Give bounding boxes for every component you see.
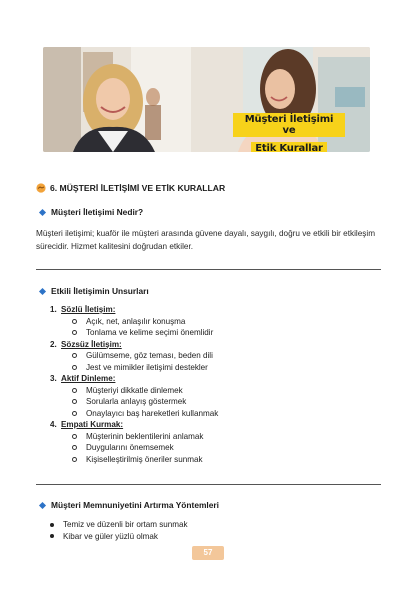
hero-caption xyxy=(233,113,345,152)
circle-bullet-icon xyxy=(72,399,77,404)
handshake-icon xyxy=(36,183,46,193)
circle-bullet-icon xyxy=(72,457,77,462)
circle-bullet-icon xyxy=(72,353,77,358)
circle-bullet-icon xyxy=(72,388,77,393)
satisfaction-list xyxy=(50,519,188,542)
chapter-heading xyxy=(36,183,225,193)
hero-caption-line2: Etik Kurallar xyxy=(251,142,326,152)
list-item: Temiz ve düzenli bir ortam sunmak xyxy=(50,519,188,531)
circle-bullet-icon xyxy=(72,319,77,324)
hero-image xyxy=(43,47,370,152)
definition-paragraph: Müşteri iletişimi; kuaför ile müşteri arasında güvene dayalı, saygılı, doğru ve etkili bir etkileşim sürecidir. Hizmet kalitesini doğrudan etkiler. xyxy=(36,229,376,251)
circle-bullet-icon xyxy=(72,330,77,335)
elements-list xyxy=(50,304,370,465)
circle-bullet-icon xyxy=(72,445,77,450)
section-heading-satisfaction: Müşteri Memnuniyetini Artırma Yöntemleri xyxy=(40,500,219,510)
list-item: Kibar ve güler yüzlü olmak xyxy=(50,531,188,543)
bullet-icon xyxy=(50,523,54,527)
list-item: 2. Sözsüz İletişim: Gülümseme, göz teması, beden dili Jest ve mimikler iletişimi destekler xyxy=(50,339,213,372)
circle-bullet-icon xyxy=(72,365,77,370)
section-heading-elements: Etkili İletişimin Unsurları xyxy=(40,286,149,296)
chapter-title: 6. MÜŞTERİ İLETİŞİMİ VE ETİK KURALLAR xyxy=(50,183,226,193)
diamond-bullet-icon xyxy=(39,208,46,215)
diamond-bullet-icon xyxy=(39,287,46,294)
list-item: 3. Aktif Dinleme: Müşteriyi dikkatle dinlemek Sorularla anlayış göstermek Onaylayıcı baş hareketleri kullanmak xyxy=(50,374,219,418)
list-item: 4. Empati Kurmak: Müşterinin beklentilerini anlamak Duygularını önemsemek Kişiselleştirilmiş öneriler sunmak xyxy=(50,420,204,464)
divider xyxy=(36,484,381,485)
page-number: 57 xyxy=(192,546,224,560)
section-heading-what-is: Müşteri İletişimi Nedir? xyxy=(40,207,143,217)
circle-bullet-icon xyxy=(72,411,77,416)
divider xyxy=(36,269,381,270)
bullet-icon xyxy=(50,534,54,538)
list-item: 1. Sözlü İletişim: Açık, net, anlaşılır konuşma Tonlama ve kelime seçimi önemlidir xyxy=(50,305,214,337)
hero-caption-line1: Müşteri İletişimi ve xyxy=(233,113,345,137)
diamond-bullet-icon xyxy=(39,501,46,508)
circle-bullet-icon xyxy=(72,434,77,439)
